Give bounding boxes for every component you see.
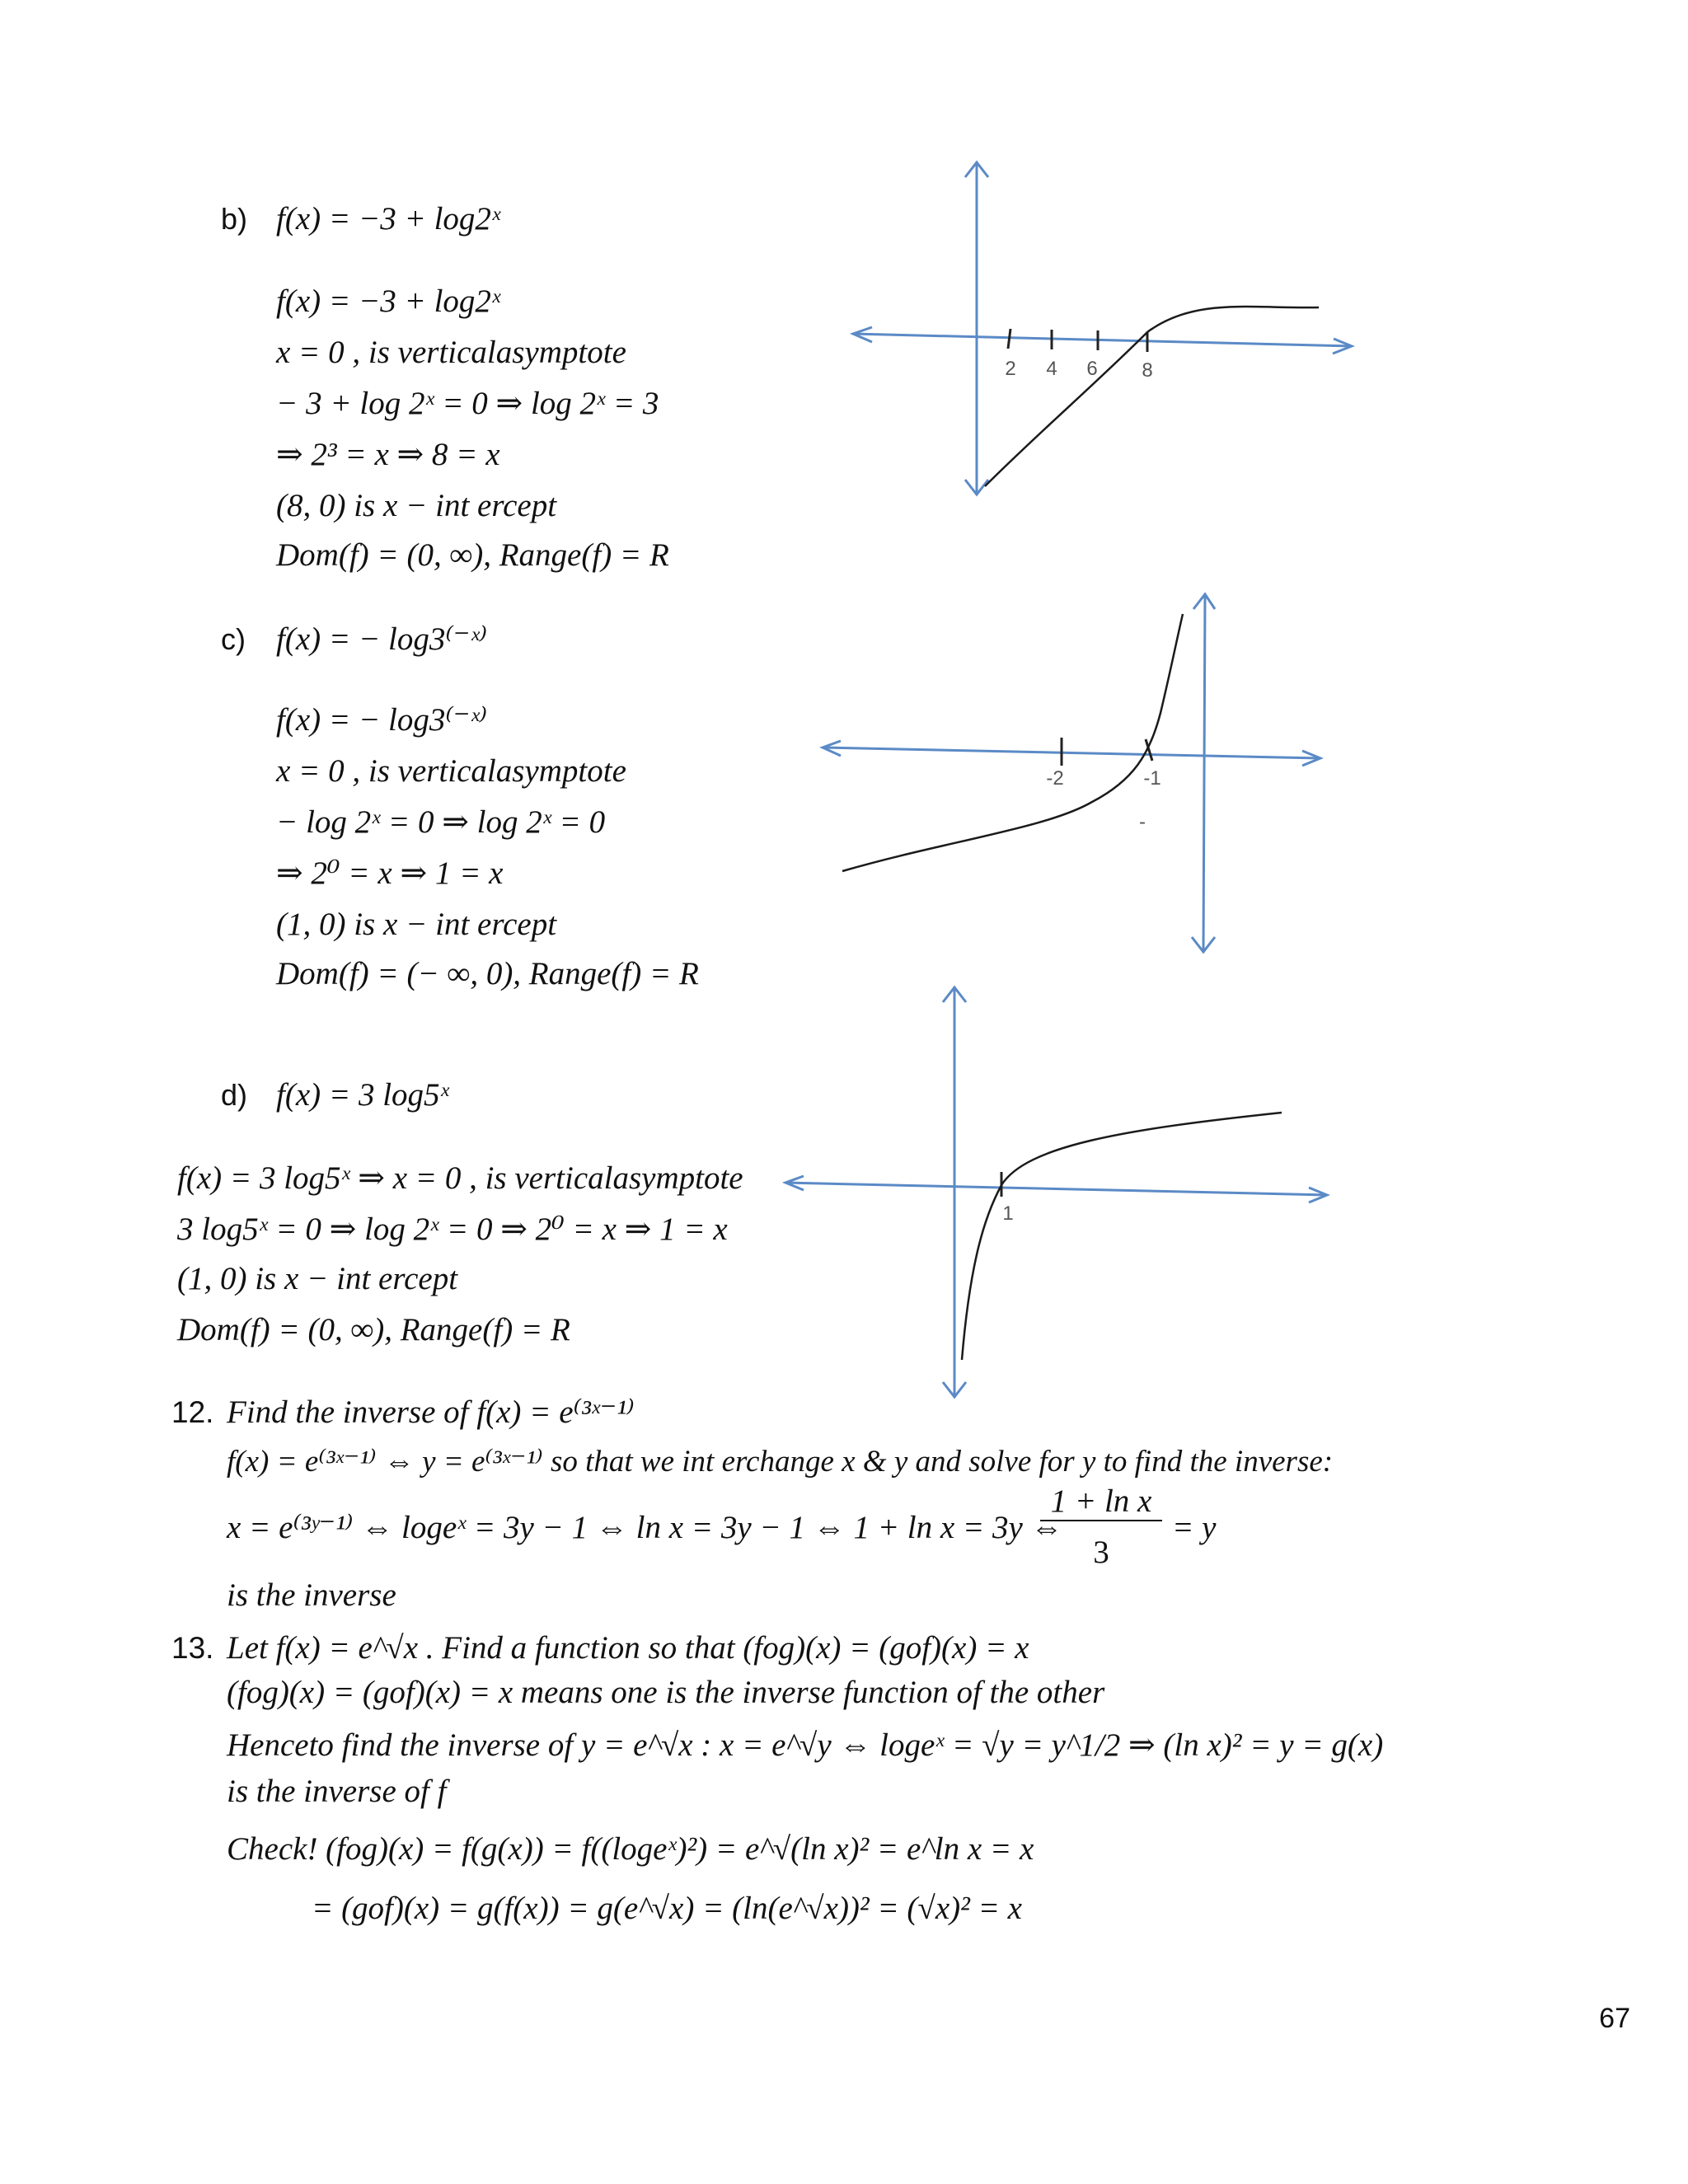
graph-c-stray-mark: - [1139, 811, 1146, 833]
section-b-line: f(x) = −3 + log2ˣ [276, 284, 500, 319]
problem-13-line: (fog)(x) = (gof)(x) = x means one is the inverse function of the other [227, 1675, 1105, 1710]
graph-d [779, 981, 1348, 1409]
problem-13-title: Let f(x) = e^√x . Find a function so that (fog)(x) = (gof)(x) = x [227, 1630, 1029, 1666]
section-b-heading: f(x) = −3 + log2ˣ [276, 201, 500, 237]
section-c-line: Dom(f) = (− ∞, 0), Range(f) = R [276, 956, 699, 991]
graph-d-x-axis [785, 1183, 1327, 1195]
problem-12-line: x = e⁽³ʸ⁻¹⁾ ⇔ logeˣ = 3y − 1 ⇔ ln x = 3y − 1 ⇔ 1 + ln x = 3y ⇔ [227, 1510, 1063, 1545]
section-c-label: c) [221, 622, 246, 656]
graph-b-x-axis [853, 334, 1352, 346]
problem-12-line: is the inverse [227, 1577, 396, 1613]
section-c-line: x = 0 , is verticalasymptote [276, 753, 626, 789]
section-b-line: ⇒ 2³ = x ⇒ 8 = x [276, 437, 500, 472]
section-d-line: Dom(f) = (0, ∞), Range(f) = R [177, 1312, 570, 1347]
graph-b-curve [985, 307, 1319, 486]
graph-c-curve [842, 614, 1183, 871]
problem-12-number: 12. [171, 1395, 214, 1429]
graph-c-tick-label: -2 [1046, 767, 1064, 790]
graph-b [824, 152, 1385, 515]
fraction-tail: = y [1172, 1510, 1217, 1545]
section-b-line: x = 0 , is verticalasymptote [276, 335, 626, 370]
problem-13-number: 13. [171, 1631, 214, 1665]
problem-12-title: Find the inverse of f(x) = e⁽³ˣ⁻¹⁾ [227, 1394, 635, 1430]
graph-c-x-axis [823, 748, 1320, 758]
problem-13-line: = (gof)(x) = g(f(x)) = g(e^√x) = (ln(e^√x))² = (√x)² = x [312, 1891, 1022, 1926]
section-c-heading: f(x) = − log3⁽⁻ˣ⁾ [276, 621, 488, 657]
graph-b-tick-label: 8 [1142, 359, 1153, 382]
section-d-line: f(x) = 3 log5ˣ ⇒ x = 0 , is verticalasymptote [177, 1160, 743, 1196]
section-c-line: ⇒ 2⁰ = x ⇒ 1 = x [276, 855, 504, 891]
graph-b-tick-label: 2 [1005, 358, 1016, 380]
section-c-line: − log 2ˣ = 0 ⇒ log 2ˣ = 0 [276, 804, 606, 840]
section-b-line: (8, 0) is x − int ercept [276, 488, 557, 523]
problem-13-line: Henceto find the inverse of y = e^√x : x = e^√y ⇔ logeˣ = √y = y^1/2 ⇒ (ln x)² = y = g(x) [227, 1727, 1384, 1763]
section-b-label: b) [221, 202, 248, 236]
section-b-line: Dom(f) = (0, ∞), Range(f) = R [276, 537, 669, 573]
graph-d-curve [962, 1113, 1282, 1360]
problem-12-line: f(x) = e⁽³ˣ⁻¹⁾ ⇔ y = e⁽³ˣ⁻¹⁾ so that we int erchange x & y and solve for y to find the inverse: [227, 1445, 1334, 1479]
section-c-line: f(x) = − log3⁽⁻ˣ⁾ [276, 702, 488, 738]
graph-c-y-axis [1203, 594, 1205, 952]
fraction-numerator: 1 + ln x [1040, 1483, 1162, 1521]
section-d-line: (1, 0) is x − int ercept [177, 1261, 458, 1296]
graph-d-tick-label: 1 [1002, 1202, 1014, 1225]
graph-b-tick-label: 6 [1086, 358, 1098, 380]
section-d-heading: f(x) = 3 log5ˣ [276, 1077, 449, 1113]
section-c-line: (1, 0) is x − int ercept [276, 907, 557, 942]
section-d-label: d) [221, 1078, 248, 1112]
graph-b-tick-label: 4 [1046, 358, 1057, 380]
fraction-denominator: 3 [1093, 1535, 1109, 1570]
graph-b-tick [1008, 329, 1010, 349]
graph-c [808, 589, 1352, 960]
graph-c-tick-label: -1 [1143, 767, 1161, 790]
section-d-line: 3 log5ˣ = 0 ⇒ log 2ˣ = 0 ⇒ 2⁰ = x ⇒ 1 = x [177, 1212, 728, 1247]
page-number: 67 [1599, 2003, 1630, 2034]
section-b-line: − 3 + log 2ˣ = 0 ⇒ log 2ˣ = 3 [276, 386, 659, 421]
problem-13-line: Check! (fog)(x) = f(g(x)) = f((logeˣ)²) = e^√(ln x)² = e^ln x = x [227, 1831, 1034, 1867]
problem-13-line: is the inverse of f [227, 1774, 447, 1809]
